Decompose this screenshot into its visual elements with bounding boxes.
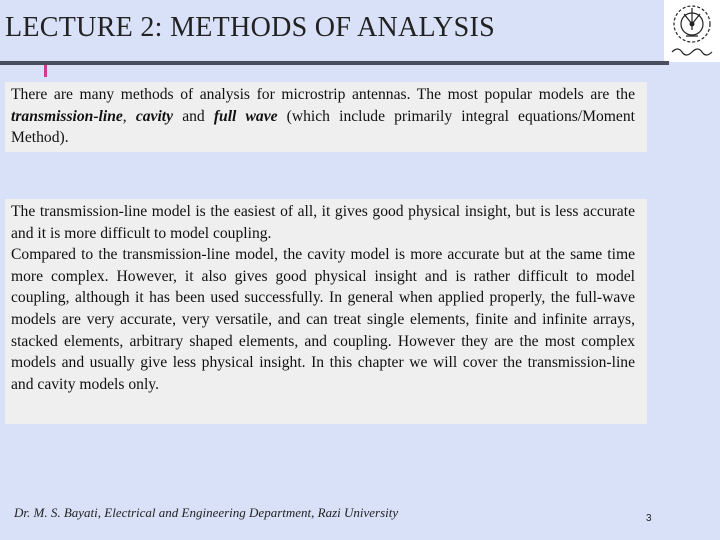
paragraph: Compared to the transmission-line model, the cavity model is more accurate but at the same time more complex. However, it also gives good physical insight and is rather difficult to model coupling, although it has been used successfully. In general when applied properly, the full-wave models are very accurate, very versatile, and can treat single elements, finite and infinite arrays, stacked elements, arbitrary shaped elements, and coupling. However they are the most complex models and usually give less physical insight. In this chapter we will cover the transmission-line and cavity models only. (11, 246, 635, 393)
term-transmission-line: transmission-line (11, 107, 123, 125)
footer-credit: Dr. M. S. Bayati, Electrical and Engineering Department, Razi University (14, 505, 399, 520)
text: (which include primarily integral equations/Moment Method). (11, 107, 635, 147)
university-logo-icon (664, 0, 720, 62)
accent-mark (44, 65, 47, 77)
intro-paragraph (11, 84, 635, 149)
text: , (122, 107, 136, 125)
intro-text-box (5, 82, 647, 152)
paragraph: The transmission-line model is the easiest of all, it gives good physical insight, but is less accurate and it is more difficult to model coupling. (11, 203, 635, 242)
term-cavity: cavity (135, 107, 174, 125)
text: and (173, 107, 214, 125)
comparison-text-box (5, 199, 647, 424)
page-number: 3 (646, 513, 652, 524)
title-divider (0, 61, 669, 65)
term-full-wave: full wave (213, 107, 278, 125)
slide-title: LECTURE 2: METHODS OF ANALYSIS (5, 12, 496, 43)
text: There are many methods of analysis for microstrip antennas. The most popular models are the (11, 86, 635, 103)
